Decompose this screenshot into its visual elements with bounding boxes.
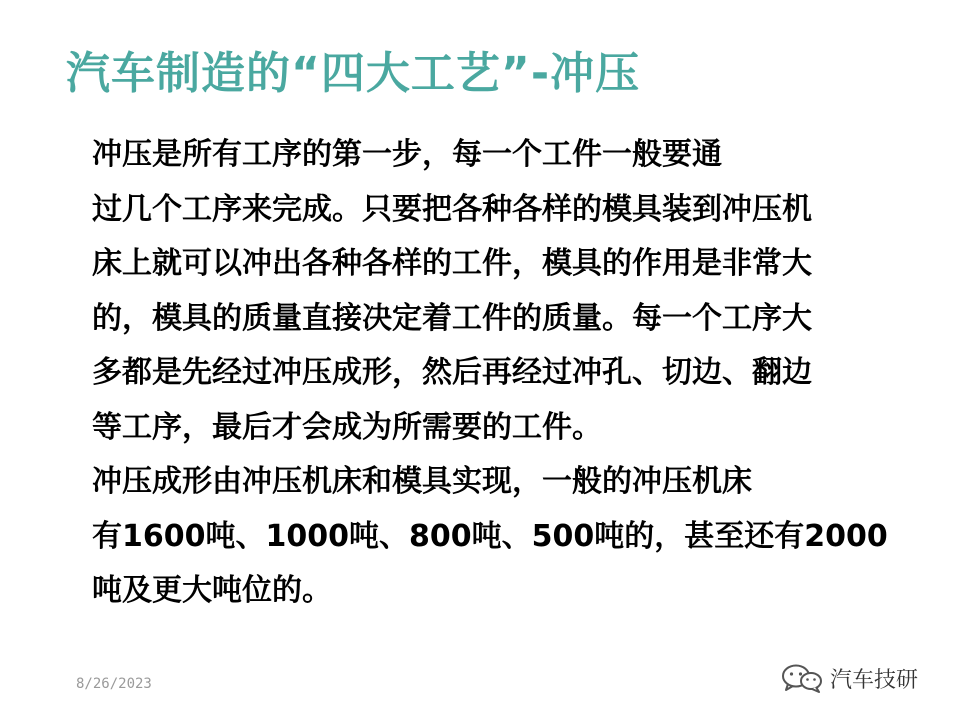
body-line: 有1600吨、1000吨、800吨、500吨的，甚至还有2000: [92, 518, 888, 554]
wechat-icon: [780, 663, 824, 693]
watermark-text: 汽车技研: [830, 667, 919, 693]
body-line: 多都是先经过冲压成形，然后再经过冲孔、切边、翻边: [92, 355, 812, 390]
slide-title: 汽车制造的“四大工艺”-冲压: [66, 48, 641, 99]
body-line: 吨及更大吨位的。: [92, 573, 332, 608]
slide-date: 8/26/2023: [76, 676, 152, 692]
body-line: 冲压是所有工序的第一步，每一个工件一般要通: [92, 137, 722, 172]
slide-body: [92, 132, 888, 623]
watermark: [780, 660, 918, 696]
body-line: 的，模具的质量直接决定着工件的质量。每一个工序大: [92, 300, 812, 336]
body-line: 等工序，最后才会成为所需要的工件。: [92, 409, 602, 445]
body-line: 冲压成形由冲压机床和模具实现，一般的冲压机床: [92, 464, 752, 499]
body-line: 过几个工序来完成。只要把各种各样的模具装到冲压机: [92, 191, 812, 227]
body-line: 床上就可以冲出各种各样的工件，模具的作用是非常大: [92, 246, 812, 281]
